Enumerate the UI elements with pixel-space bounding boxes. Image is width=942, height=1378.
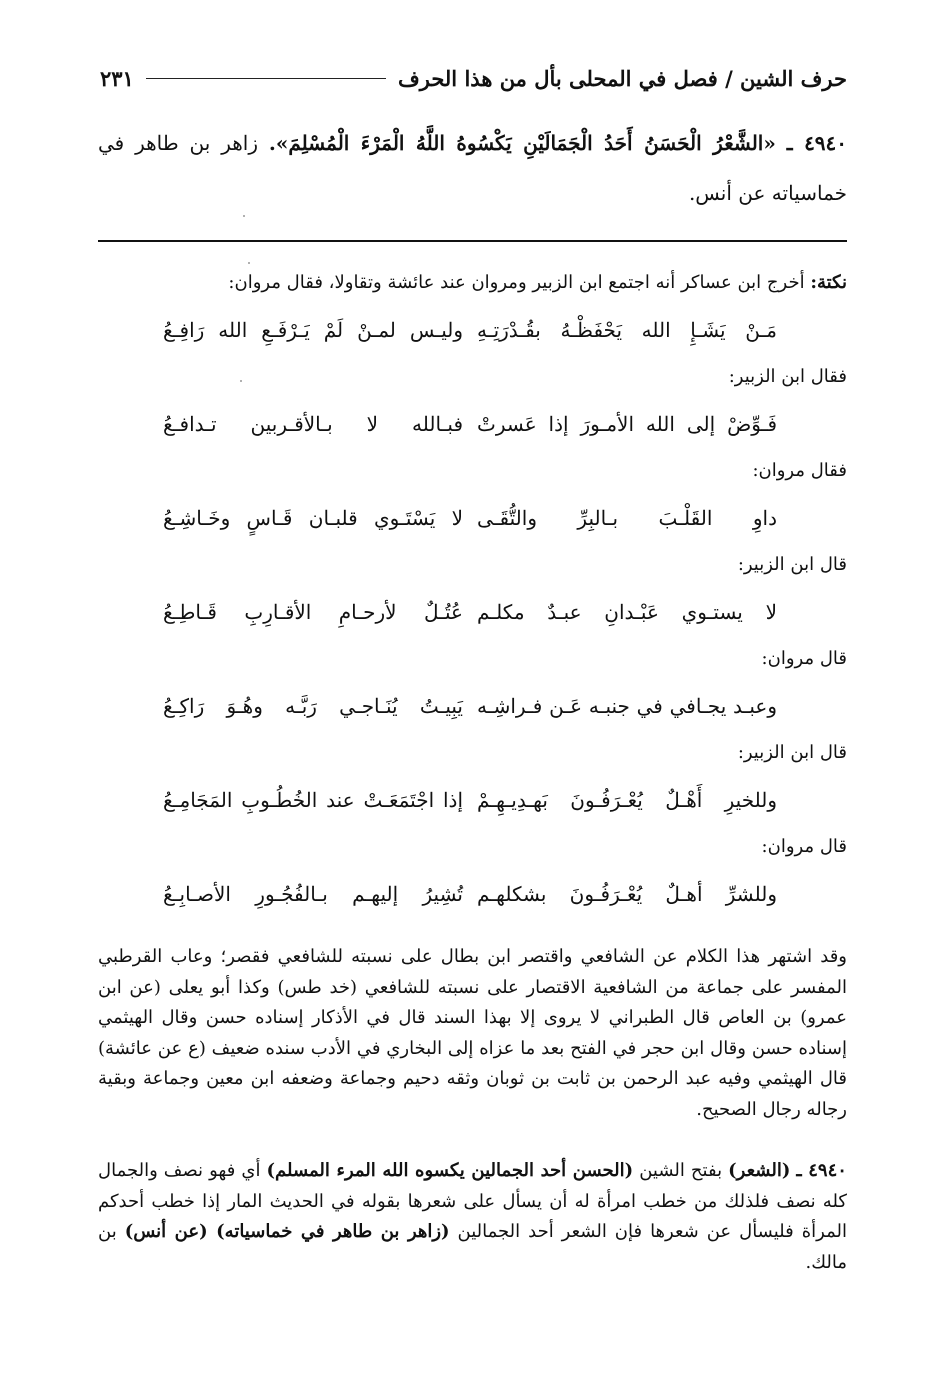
hadith-entry [98, 118, 847, 218]
verse-line [98, 775, 847, 825]
verse-second-hemistich: إذا اجْتَمَعَـتْ عند الخُطُـوبِ المَجَامِـعُ [163, 788, 463, 812]
speaker-line: فقال ابن الزبير: [728, 366, 847, 387]
verse-line [98, 305, 847, 355]
explanation-text: بفتح الشين [639, 1160, 723, 1181]
verse-second-hemistich: تُشِيرُ إليهـم بـالفُجُـورِ الأصـابِـعُ [163, 882, 463, 906]
verse-first-hemistich: وللخيرِ أَهْـلٌ يُعْـرَفُـونَ بَهـدِيـهِـمْ [477, 788, 777, 812]
explanation-source: (زاهر بن طاهر في خماسياته) (عن أنس) [124, 1221, 450, 1242]
verse-line [98, 493, 847, 543]
verse-first-hemistich: لا يستـوي عَبْـدانِ عبـدٌ مكلـم [477, 600, 777, 624]
verse-second-hemistich: يَبِيـتُ يُنَـاجـي رَبَّـه وهُـوَ رَاكِـعُ [163, 694, 463, 718]
verse-first-hemistich: فَـوِّضْ إلى الله الأمـورَ إذا عَسرتْ [477, 412, 777, 436]
verse-line [98, 869, 847, 919]
scan-speck [240, 380, 242, 382]
speaker-line: قال مروان: [761, 648, 847, 669]
verse-line [98, 399, 847, 449]
explanation-lead: (الشعر) [728, 1160, 791, 1181]
commentary-paragraph: وقد اشتهر هذا الكلام عن الشافعي واقتصر ابن بطال على نسبته للشافعي فقصر؛ وعاب القرطبي المفسر على جماعة من الشافعية الاقتصار على نسبته للشافعي (خد طس) وكذا أبو يعلى (عن ابن عمرو) بن العاص قال الطبراني لا يروى إلا بهذا السند قال في الأذكار إسناده حسن وقال الهيثمي إسناده حسن وقال ابن حجر في الفتح بعد ما عزاه إلى البخاري في الأدب سنده ضعيف (ع عن عائشة) قال الهيثمي وفيه عبد الرحمن بن ثابت بن ثوبان وثقه دحيم وجماعة وضعفه ابن معين وجماعة وبقية رجاله رجال الصحيح. [98, 946, 847, 1120]
speaker-line: قال ابن الزبير: [737, 742, 847, 763]
commentary-block [98, 265, 847, 919]
scan-speck [243, 215, 245, 217]
header-rule [146, 78, 386, 79]
explanation-paragraph [98, 1156, 847, 1278]
entry-number: ٤٩٤٠ ـ [786, 131, 848, 155]
entry-quote: «الشَّعْرُ الْحَسَنُ أَحَدُ الْجَمَالَيْنِ يَكْسُوهُ اللَّهُ الْمَرْءَ الْمُسْلِمَ». [268, 131, 776, 155]
verse-line [98, 681, 847, 731]
verse-first-hemistich: داوِ القَلْـبَ بـالبِرِّ والتُّقَـى [477, 506, 777, 530]
verse-second-hemistich: عُتُـلٌ لأرحـامِ الأقـارِبِ قَـاطِـعُ [163, 600, 463, 624]
scan-speck [248, 262, 250, 264]
speaker-line: قال مروان: [761, 836, 847, 857]
entry-source: زاهر بن طاهر في خماسياته عن أنس. [98, 131, 847, 205]
verse-line [98, 587, 847, 637]
speaker-line: فقال مروان: [752, 460, 847, 481]
nukta-line [98, 265, 847, 301]
explanation-number: ٤٩٤٠ ـ [796, 1160, 847, 1181]
header-title: حرف الشين / فصل في المحلى بأل من هذا الحرف [398, 65, 847, 91]
verse-second-hemistich: لا يَسْتَـوي قلبـان قَـاسٍ وخَـاشِـعُ [163, 506, 463, 530]
verse-second-hemistich: فبـالله لا بـالأقـربين تـدافـعُ [163, 412, 463, 436]
nukta-intro: أخرج ابن عساكر أنه اجتمع ابن الزبير ومروان عند عائشة وتقاولا، فقال مروان: [228, 272, 805, 293]
verse-first-hemistich: وللشرِّ أهـلٌ يُعْـرَفُـونَ بشكلهـم [477, 882, 777, 906]
verse-first-hemistich: وعبـد يجـافي في جنبـه عَـن فـراشِـه [477, 694, 777, 718]
page-number: ٢٣١ [100, 65, 134, 91]
running-header [100, 58, 847, 98]
verse-first-hemistich: مَـنْ يَشَـإِ الله يَحْفَظْـهُ بقُـدْرَتِـهِ [477, 318, 777, 342]
nukta-label: نكتة: [810, 272, 847, 293]
speaker-line: قال ابن الزبير: [737, 554, 847, 575]
explanation-text: بن مالك. [98, 1221, 847, 1273]
explanation-hadith: (الحسن أحد الجمالين يكسوه الله المرء المسلم) [266, 1160, 634, 1181]
explanation-text: أي فهو نصف والجمال كله نصف فلذلك من خطب امرأة له أن يسأل على شعرها بقوله في الحديث المار إذا خطب أحدكم المرأة فليسأل عن شعرها فإن الشعر أحد الجمالين [98, 1160, 847, 1242]
verse-second-hemistich: وليـس لمـنْ لَمْ يَـرْفَـعِ الله رَافِـعُ [163, 318, 463, 342]
footnote-divider [98, 240, 847, 242]
